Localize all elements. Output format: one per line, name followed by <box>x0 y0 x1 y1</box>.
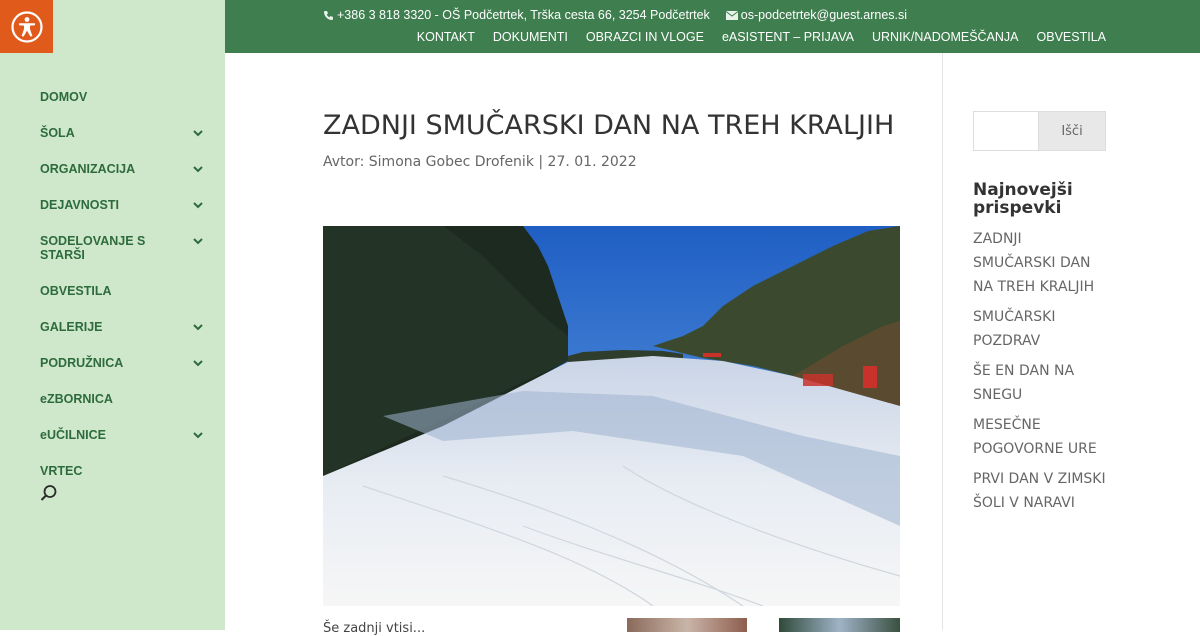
nav-item-ezbornica[interactable]: eZBORNICA <box>40 392 113 406</box>
topnav-obrazci-in-vloge[interactable]: OBRAZCI IN VLOGE <box>585 30 704 44</box>
nav-item-domov[interactable]: DOMOV <box>40 90 88 104</box>
chevron-down-icon[interactable] <box>191 126 205 140</box>
nav-item-vrtec[interactable]: VRTEC <box>40 464 83 478</box>
nav-item-sola[interactable]: ŠOLA <box>40 123 215 143</box>
recent-post-link[interactable]: PRVI DAN V ZIMSKI ŠOLI V NARAVI <box>973 471 1106 511</box>
recent-post-link[interactable]: ZADNJI SMUČARSKI DAN NA TREH KRALJIH <box>973 231 1095 295</box>
chevron-down-icon[interactable] <box>191 234 205 248</box>
search-form <box>973 111 1106 151</box>
chevron-down-icon[interactable] <box>191 320 205 334</box>
nav-item-organizacija[interactable]: ORGANIZACIJA <box>40 159 215 179</box>
article <box>323 110 900 636</box>
chevron-down-icon[interactable] <box>191 428 205 442</box>
topnav-obvestila[interactable]: OBVESTILA <box>1036 30 1106 44</box>
post-meta: Avtor: Simona Gobec Drofenik | 27. 01. 2022 <box>323 154 637 170</box>
phone-address-text[interactable]: +386 3 818 3320 - OŠ Podčetrtek, Trška cesta 66, 3254 Podčetrtek <box>337 8 710 22</box>
search-button[interactable]: Išči <box>1038 111 1106 151</box>
nav-item-eucilnice[interactable]: eUČILNICE <box>40 425 215 445</box>
featured-image[interactable] <box>323 226 900 606</box>
recent-posts-list <box>973 227 1108 521</box>
topnav-urnik-nadomescanja[interactable]: URNIK/NADOMEŠČANJA <box>871 30 1019 44</box>
email-link[interactable]: os-podcetrtek@guest.arnes.si <box>740 8 908 22</box>
contact-info <box>323 8 907 22</box>
recent-post-link[interactable]: ŠE EN DAN NA SNEGU <box>973 363 1075 403</box>
nav-item-obvestila[interactable]: OBVESTILA <box>40 284 112 298</box>
topnav-easistent-prijava[interactable]: eASISTENT – PRIJAVA <box>721 30 854 44</box>
chevron-down-icon[interactable] <box>191 162 205 176</box>
column-divider <box>942 53 943 630</box>
ski-slope-photo <box>323 226 900 606</box>
topnav-dokumenti[interactable]: DOKUMENTI <box>492 30 568 44</box>
top-bar <box>225 0 1200 53</box>
accessibility-icon <box>10 10 44 44</box>
mail-icon <box>726 11 738 20</box>
left-sidebar <box>0 0 225 630</box>
nav-item-galerije[interactable]: GALERIJE <box>40 317 215 337</box>
recent-post-link[interactable]: MESEČNE POGOVORNE URE <box>973 417 1097 457</box>
main-nav <box>40 87 215 481</box>
accessibility-button[interactable] <box>0 0 53 53</box>
nav-item-podruznica[interactable]: PODRUŽNICA <box>40 353 215 373</box>
topnav-kontakt[interactable]: KONTAKT <box>416 30 475 44</box>
secondary-nav <box>417 30 1106 44</box>
post-title: ZADNJI SMUČARSKI DAN NA TREH KRALJIH <box>323 110 895 141</box>
chevron-down-icon[interactable] <box>191 198 205 212</box>
nav-item-dejavnosti[interactable]: DEJAVNOSTI <box>40 195 215 215</box>
search-input[interactable] <box>973 111 1038 151</box>
phone-icon <box>323 10 334 21</box>
nav-item-sodelovanje-s-starsi[interactable]: SODELOVANJE S STARŠI <box>40 231 215 265</box>
image-caption: Še zadnji vtisi... <box>323 621 426 636</box>
recent-posts-title: Najnovejši prispevki <box>973 180 1073 218</box>
chevron-down-icon[interactable] <box>191 356 205 370</box>
recent-post-link[interactable]: SMUČARSKI POZDRAV <box>973 309 1056 349</box>
search-icon[interactable] <box>40 484 58 502</box>
